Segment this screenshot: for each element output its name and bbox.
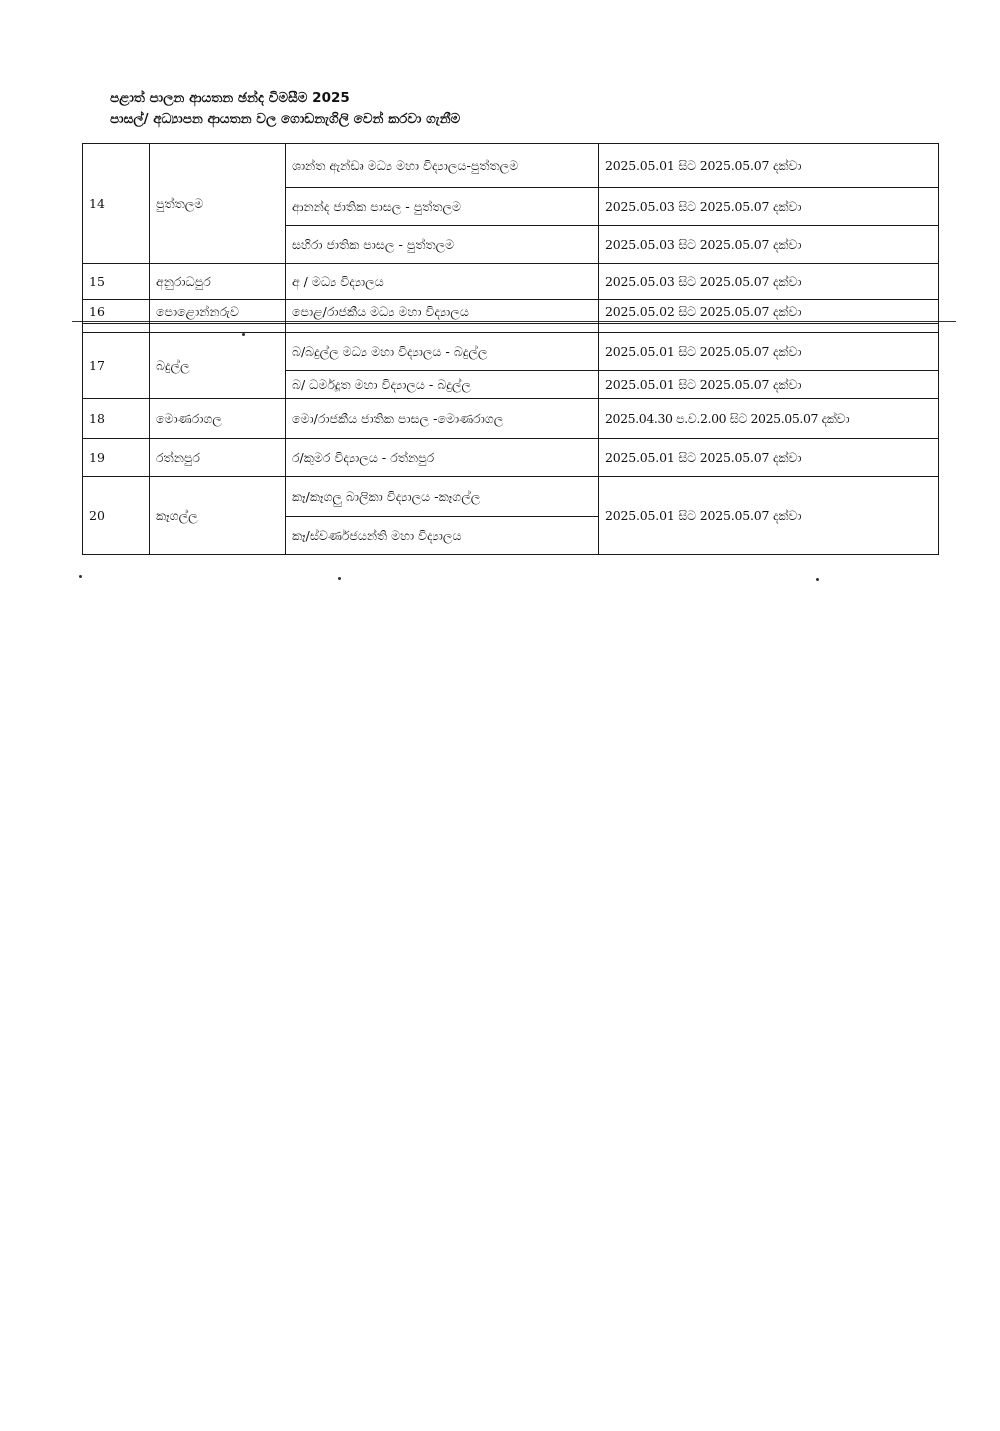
- period: 2025.05.01 සිට 2025.05.07 දක්වා: [599, 144, 939, 188]
- district-name: පුත්තලම: [150, 144, 286, 264]
- table-row: [83, 477, 939, 517]
- document-header: [110, 88, 460, 130]
- school-name: ර/කුමර විද්‍යාලය - රත්නපුර: [286, 439, 599, 477]
- period: 2025.05.01 සිට 2025.05.07 දක්වා: [599, 333, 939, 371]
- table-row: [83, 144, 939, 188]
- row-number: 18: [83, 399, 150, 439]
- spacer-cell: [150, 324, 286, 333]
- school-name: ශාන්ත ඇන්ඩෘ මධ්‍ය මහා විද්‍යාලය-පුත්තලම: [286, 144, 599, 188]
- period: 2025.05.01 සිට 2025.05.07 දක්වා: [599, 371, 939, 399]
- scan-speck: [79, 575, 82, 578]
- period: 2025.04.30 ප.ව.2.00 සිට 2025.05.07 දක්වා: [599, 399, 939, 439]
- school-name: සහිරා ජාතික පාසල - පුත්තලම: [286, 226, 599, 264]
- district-name: මොණරාගල: [150, 399, 286, 439]
- school-name: කෑ/ස්වර්ණජයන්ති මහා විද්‍යාලය: [286, 517, 599, 555]
- table-row: [83, 264, 939, 300]
- school-name: බ/ ධර්මදූත මහා විද්‍යාලය - බදුල්ල: [286, 371, 599, 399]
- table-row: [83, 439, 939, 477]
- spacer-cell: [286, 324, 599, 333]
- document-title: පළාත් පාලන ආයතන ඡන්ද විමසීම 2025: [110, 90, 350, 106]
- school-name: බ/බදුල්ල මධ්‍ය මහා විද්‍යාලය - බදුල්ල: [286, 333, 599, 371]
- school-name: ආනන්ද ජාතික පාසල - පුත්තලම: [286, 188, 599, 226]
- period: 2025.05.03 සිට 2025.05.07 දක්වා: [599, 226, 939, 264]
- scan-speck: [816, 578, 819, 581]
- spacer-cell: [83, 324, 150, 333]
- district-name: පොළොන්නරුව: [150, 300, 286, 324]
- table-row: [83, 300, 939, 324]
- period: 2025.05.01 සිට 2025.05.07 දක්වා: [599, 439, 939, 477]
- document-subtitle: පාසල්/ අධ්‍යාපන ආයතන වල ගොඩනැගිලි වෙන් කරවා ගැනීම: [110, 111, 461, 127]
- row-number: 19: [83, 439, 150, 477]
- district-name: රත්නපුර: [150, 439, 286, 477]
- table-spacer-row: [83, 324, 939, 333]
- row-number: 17: [83, 333, 150, 399]
- row-number: 14: [83, 144, 150, 264]
- period: 2025.05.03 සිට 2025.05.07 දක්වා: [599, 264, 939, 300]
- period: 2025.05.03 සිට 2025.05.07 දක්වා: [599, 188, 939, 226]
- row-number: 16: [83, 300, 150, 324]
- district-name: අනුරාධපුර: [150, 264, 286, 300]
- scan-speck: [338, 577, 341, 580]
- school-name: පොළ/රාජකීය මධ්‍ය මහා විද්‍යාලය: [286, 300, 599, 324]
- school-name: මො/රාජකීය ජාතික පාසල -මොණරාගල: [286, 399, 599, 439]
- district-name: බදුල්ල: [150, 333, 286, 399]
- district-name: කෑගල්ල: [150, 477, 286, 555]
- period: 2025.05.01 සිට 2025.05.07 දක්වා: [599, 477, 939, 555]
- school-name: කෑ/කෑගලු බාලිකා විද්‍යාලය -කෑගල්ල: [286, 477, 599, 517]
- row-number: 15: [83, 264, 150, 300]
- scan-speck: [242, 333, 245, 336]
- schedule-table: [82, 143, 939, 555]
- spacer-cell: [599, 324, 939, 333]
- table-row: [83, 333, 939, 371]
- row-number: 20: [83, 477, 150, 555]
- school-name: අ / මධ්‍ය විද්‍යාලය: [286, 264, 599, 300]
- period: 2025.05.02 සිට 2025.05.07 දක්වා: [599, 300, 939, 324]
- table-row: [83, 399, 939, 439]
